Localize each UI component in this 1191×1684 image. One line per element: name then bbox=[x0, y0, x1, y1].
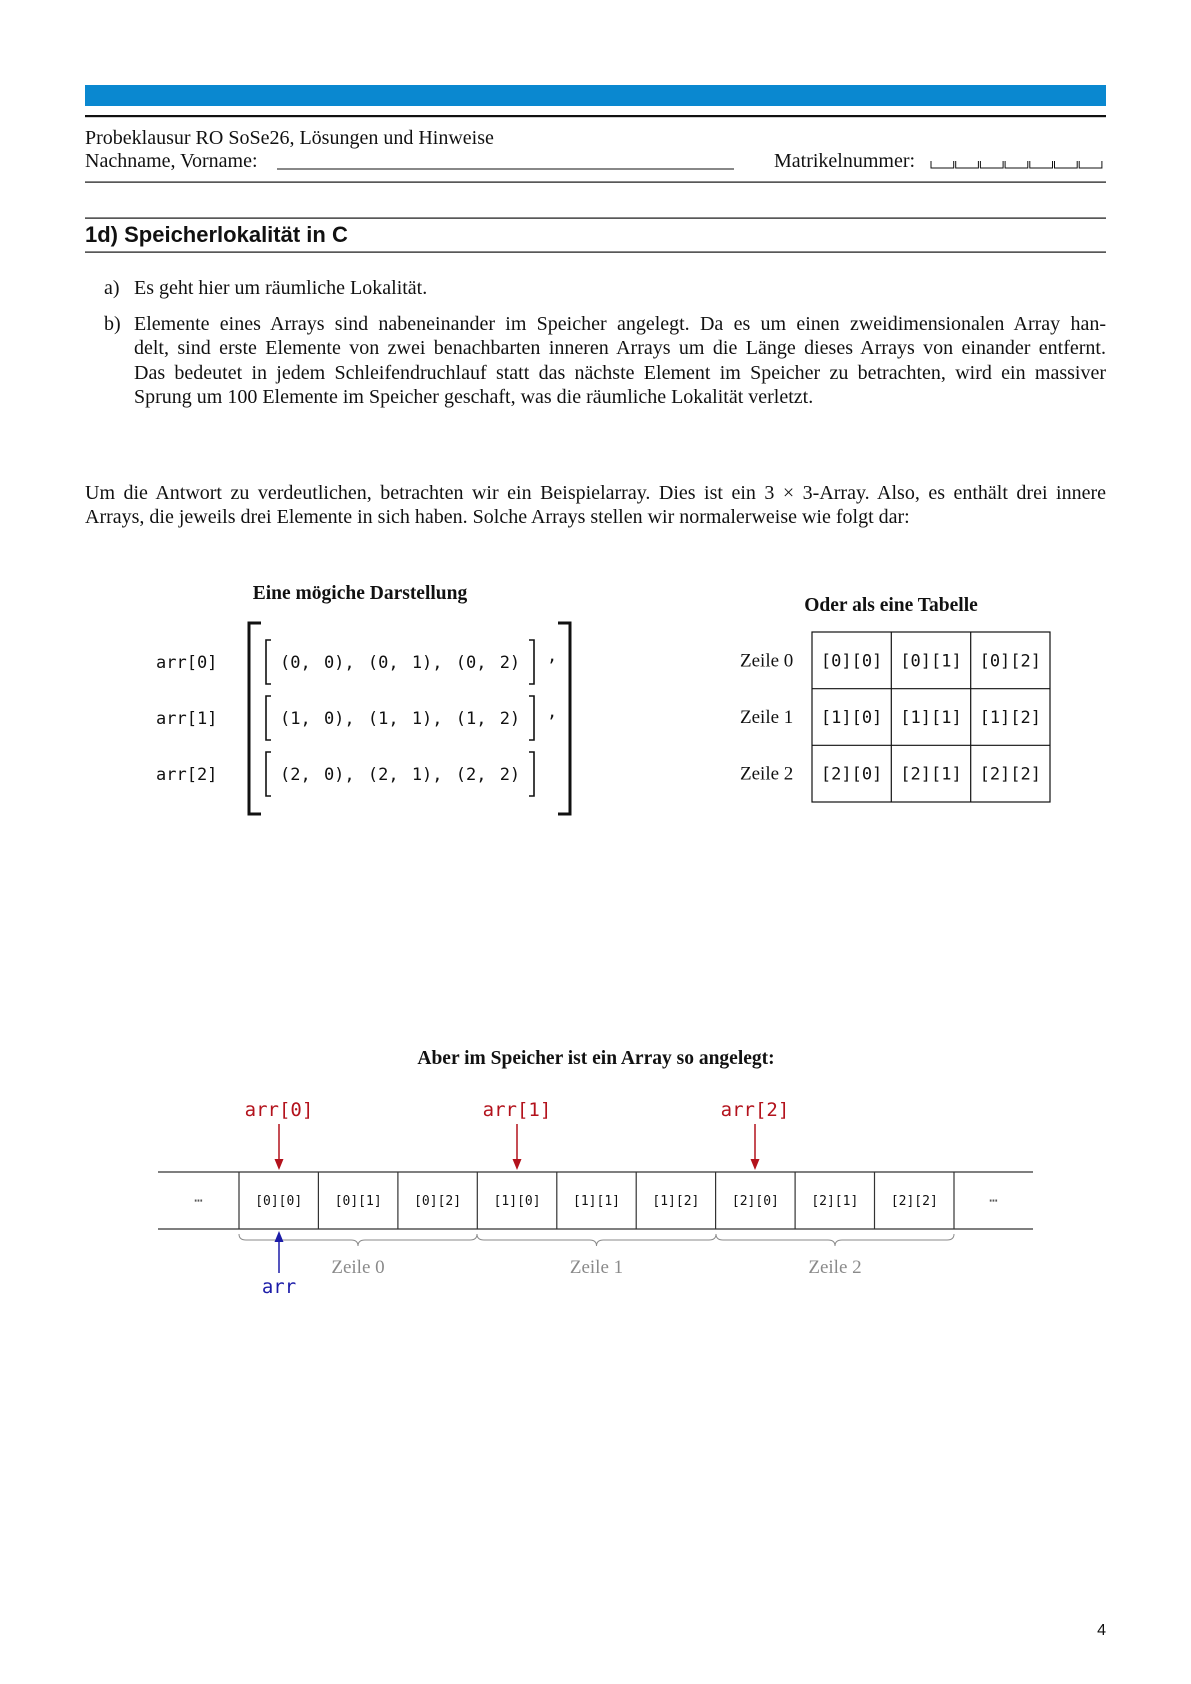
intro-paragraph-line: Um die Antwort zu verdeutlichen, betrachten wir ein Beispielarray. Dies ist ein 3 × 3-Array. Also, es enthält drei innere bbox=[85, 482, 1106, 504]
table-cell: [0][1] bbox=[900, 651, 962, 672]
row-group-label: Zeile 0 bbox=[331, 1257, 385, 1278]
answer-b-line: Das bedeutet in jedem Schleifendruchlauf statt das nächste Element im Speicher zu betrachten, wird ein massiver bbox=[134, 362, 1106, 384]
answer-b-line: delt, sind erste Elemente von zwei benachbarten inneren Arrays um die Länge dieses Arrays von einander entfernt. bbox=[134, 337, 1106, 359]
row-pointer-label: arr[0] bbox=[244, 1099, 314, 1121]
answer-a-text: Es geht hier um räumliche Lokalität. bbox=[134, 277, 428, 299]
table-row-label: Zeile 1 bbox=[740, 707, 794, 728]
matrix-row-label: arr[0] bbox=[156, 653, 218, 673]
answer-b-line: Elemente eines Arrays sind nabeneinander im Speicher angelegt. Da es um einen zweidimensionalen Array han- bbox=[134, 313, 1106, 335]
memory-cell: [0][2] bbox=[414, 1194, 462, 1209]
matrix-row-values: (0, 0), (0, 1), (0, 2) bbox=[280, 653, 521, 673]
matrikel-label: Matrikelnummer: bbox=[774, 150, 916, 172]
row-pointer-arrowhead bbox=[275, 1159, 284, 1170]
section-top-rule bbox=[85, 218, 1106, 219]
memory-ellipsis-left: ⋯ bbox=[194, 1193, 203, 1209]
memory-cell: [2][1] bbox=[811, 1194, 859, 1209]
name-label: Nachname, Vorname: bbox=[85, 150, 258, 172]
header-accent-bar bbox=[85, 85, 1106, 106]
inner-right-bracket bbox=[529, 696, 534, 740]
matrikel-box bbox=[956, 161, 979, 168]
table-row-label: Zeile 0 bbox=[740, 650, 794, 672]
base-pointer-label: arr bbox=[261, 1276, 297, 1298]
matrikel-boxes bbox=[931, 161, 1102, 168]
row-group-brace bbox=[477, 1234, 716, 1246]
matrikel-box bbox=[931, 161, 954, 168]
answer-a-label: a) bbox=[104, 277, 120, 299]
row-group-label: Zeile 2 bbox=[808, 1257, 862, 1278]
table-cell: [1][0] bbox=[820, 708, 883, 728]
table-cell: [1][1] bbox=[900, 708, 962, 728]
row-separator-comma: , bbox=[547, 646, 558, 666]
table-cell: [2][0] bbox=[820, 764, 883, 785]
memory-figure bbox=[158, 1048, 1033, 1298]
answer-b-label: b) bbox=[104, 313, 121, 335]
matrikel-box bbox=[1030, 161, 1053, 168]
intro-paragraph-line: Arrays, die jeweils drei Elemente in sich haben. Solche Arrays stellen wir normalerweise wie folgt dar: bbox=[85, 506, 910, 528]
exam-title: Probeklausur RO SoSe26, Lösungen und Hinweise bbox=[85, 127, 494, 149]
row-group-brace bbox=[716, 1234, 954, 1246]
memory-figure-title: Aber im Speicher ist ein Array so angelegt: bbox=[417, 1048, 775, 1069]
inner-left-bracket bbox=[266, 696, 271, 740]
memory-cell: [1][0] bbox=[493, 1194, 541, 1209]
table-cell: [2][2] bbox=[979, 764, 1042, 785]
matrikel-box bbox=[1079, 161, 1102, 168]
memory-cell: [2][0] bbox=[731, 1194, 779, 1209]
table-row-label: Zeile 2 bbox=[740, 763, 794, 785]
inner-left-bracket bbox=[266, 640, 271, 684]
memory-cell: [1][2] bbox=[652, 1194, 700, 1209]
row-group-brace bbox=[239, 1234, 477, 1246]
row-separator-comma: , bbox=[547, 702, 558, 722]
inner-left-bracket bbox=[266, 752, 271, 796]
answer-b-line: Sprung um 100 Elemente im Speicher geschaft, was die räumliche Lokalität verletzt. bbox=[134, 386, 814, 408]
row-group-label: Zeile 1 bbox=[569, 1257, 624, 1278]
table-cell: [0][0] bbox=[820, 651, 883, 672]
row-pointer-arrowhead bbox=[751, 1159, 760, 1170]
matrikel-box bbox=[1055, 161, 1078, 168]
matrix-figure-title: Eine mögiche Darstellung bbox=[252, 583, 468, 604]
matrix-row-values: (1, 0), (1, 1), (1, 2) bbox=[280, 709, 521, 729]
memory-cell: [1][1] bbox=[573, 1194, 620, 1209]
memory-ellipsis-right: ⋯ bbox=[989, 1193, 998, 1209]
table-cell: [1][2] bbox=[979, 708, 1042, 728]
matrix-figure bbox=[156, 583, 570, 814]
base-pointer-arrowhead bbox=[275, 1231, 284, 1242]
matrix-row-values: (2, 0), (2, 1), (2, 2) bbox=[280, 765, 521, 785]
row-pointer-arrowhead bbox=[513, 1159, 522, 1170]
section-heading: 1d) Speicherlokalität in C bbox=[85, 222, 348, 247]
memory-cell: [2][2] bbox=[890, 1194, 938, 1209]
row-pointer-label: arr[2] bbox=[720, 1099, 790, 1121]
header-rule bbox=[85, 115, 1106, 117]
matrix-row-label: arr[2] bbox=[156, 765, 218, 785]
matrikel-box bbox=[980, 161, 1003, 168]
table-figure-title: Oder als eine Tabelle bbox=[804, 595, 978, 616]
matrikel-box bbox=[1005, 161, 1028, 168]
inner-right-bracket bbox=[529, 640, 534, 684]
matrix-row-label: arr[1] bbox=[156, 709, 218, 729]
section-bottom-rule bbox=[85, 252, 1106, 253]
memory-cell: [0][1] bbox=[334, 1194, 382, 1209]
header-bottom-rule bbox=[85, 182, 1106, 183]
outer-right-bracket bbox=[558, 623, 570, 814]
table-figure bbox=[740, 595, 1050, 802]
page-number: 4 bbox=[1097, 1622, 1106, 1639]
table-cell: [2][1] bbox=[900, 764, 962, 785]
row-pointer-label: arr[1] bbox=[482, 1099, 552, 1121]
table-cell: [0][2] bbox=[979, 651, 1042, 672]
outer-left-bracket bbox=[249, 623, 261, 814]
inner-right-bracket bbox=[529, 752, 534, 796]
memory-cell: [0][0] bbox=[255, 1194, 303, 1209]
